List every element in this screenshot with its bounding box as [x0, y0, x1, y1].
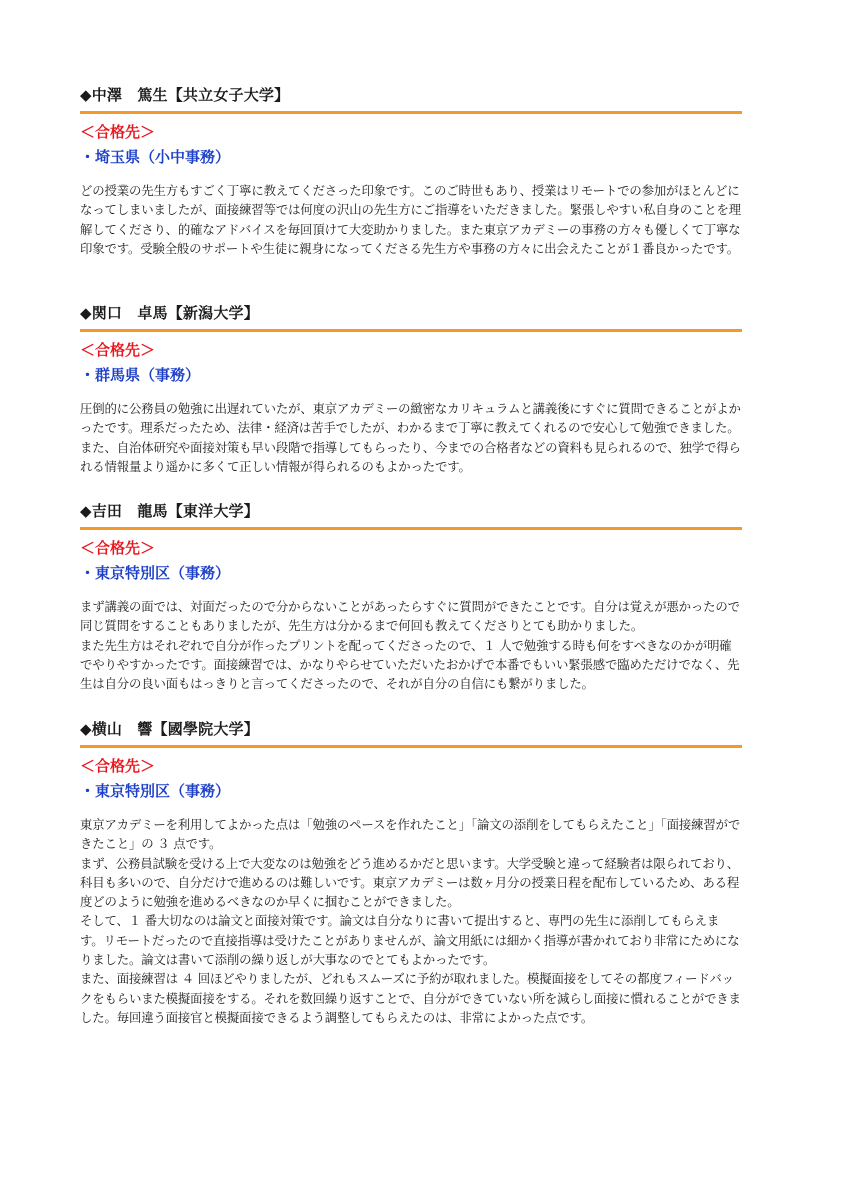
testimonial-text [80, 181, 742, 258]
testimonial-entry-2 [80, 302, 742, 476]
testimonial-entry-1 [80, 84, 742, 258]
student-name: ◆吉田 龍馬【東洋大学】 [80, 502, 259, 520]
pass-label: ＜合格先＞ [80, 757, 156, 775]
paragraph: まず講義の面では、対面だったので分からないことがあったらすぐに質問ができたことです。自分は覚えが悪かったので同じ質問をすることもありましたが、先生方は分かるまで何回も教えてくださりとても助かりました。 [80, 599, 740, 634]
testimonial-text [80, 597, 742, 693]
student-name: ◆関口 卓馬【新潟大学】 [80, 304, 259, 322]
pass-destination: ・東京特別区（事務） [80, 564, 231, 582]
paragraph: また先生方はそれぞれで自分が作ったプリントを配ってくださったので、１ 人で勉強する時も何をすべきなのかが明確でやりやすかったです。面接練習では、かなりやらせていただいたおかげで本番でもいい緊張感で臨めただけでなく、先生は自分の良い面もはっきりと言ってくださったので、それが自分の自信にも繋がりました。 [80, 637, 740, 692]
pass-label: ＜合格先＞ [80, 539, 156, 557]
paragraph: どの授業の先生方もすごく丁寧に教えてくださった印象です。このご時世もあり、授業はリモートでの参加がほとんどになってしまいましたが、面接練習等では何度の沢山の先生方にご指導をいただきました。緊張しやすい私自身のことを理解してくださり、的確なアドバイスを毎回頂けて大変助かりました。また東京アカデミーの事務の方々も優しくて丁寧な印象です。受験全般のサポートや生徒に親身になってくださる先生方や事務の方々に出会えたことが１番良かったです。 [80, 183, 741, 256]
paragraph: そして、１ 番大切なのは論文と面接対策です。論文は自分なりに書いて提出すると、専門の先生に添削してもらえます。リモートだったので直接指導は受けたことがありませんが、論文用紙には細かく指導が書かれており非常にためになりました。論文は書いて添削の繰り返しが大事なのでとてもよかったです。 [80, 913, 740, 968]
pass-label: ＜合格先＞ [80, 341, 156, 359]
section-divider [80, 329, 742, 332]
student-name: ◆中澤 篤生【共立女子大学】 [80, 86, 290, 104]
pass-destination: ・埼玉県（小中事務） [80, 148, 231, 166]
paragraph: また、面接練習は ４ 回ほどやりましたが、どれもスムーズに予約が取れました。模擬面接をしてその都度フィードバックをもらいまた模擬面接をする。それを数回繰り返すことで、自分ができていない所を減らし面接に慣れることができました。毎回違う面接官と模擬面接できるよう調整してもらえたのは、非常によかった点です。 [80, 971, 741, 1025]
testimonial-text [80, 815, 742, 1027]
section-divider [80, 745, 742, 748]
testimonial-entry-4 [80, 718, 742, 1027]
section-divider [80, 527, 742, 530]
student-name: ◆横山 響【國學院大学】 [80, 720, 259, 738]
paragraph: 圧倒的に公務員の勉強に出遅れていたが、東京アカデミーの緻密なカリキュラムと講義後にすぐに質問できることがよかったです。理系だったため、法律・経済は苦手でしたが、わかるまで丁寧に教えてくれるので安心して勉強できました。また、自治体研究や面接対策も早い段階で指導してもらったり、今までの合格者などの資料も見られるので、独学で得られる情報量より遥かに多くて正しい情報が得られるのもよかったです。 [80, 401, 741, 474]
testimonial-entry-3 [80, 500, 742, 693]
pass-destination: ・東京特別区（事務） [80, 782, 231, 800]
section-divider [80, 111, 742, 114]
paragraph: まず、公務員試験を受ける上で大変なのは勉強をどう進めるかだと思います。大学受験と違って経験者は限られており、科目も多いので、自分だけで進めるのは難しいです。東京アカデミーは数ヶ月分の授業日程を配布しているため、ある程度どのように勉強を進めるべきなのか早くに掴むことができました。 [80, 855, 740, 910]
pass-label: ＜合格先＞ [80, 123, 156, 141]
testimonial-text [80, 399, 742, 476]
paragraph: 東京アカデミーを利用してよかった点は「勉強のペースを作れたこと」「論文の添削をしてもらえたこと」「面接練習ができたこと」の ３ 点です。 [80, 817, 741, 852]
pass-destination: ・群馬県（事務） [80, 366, 201, 384]
